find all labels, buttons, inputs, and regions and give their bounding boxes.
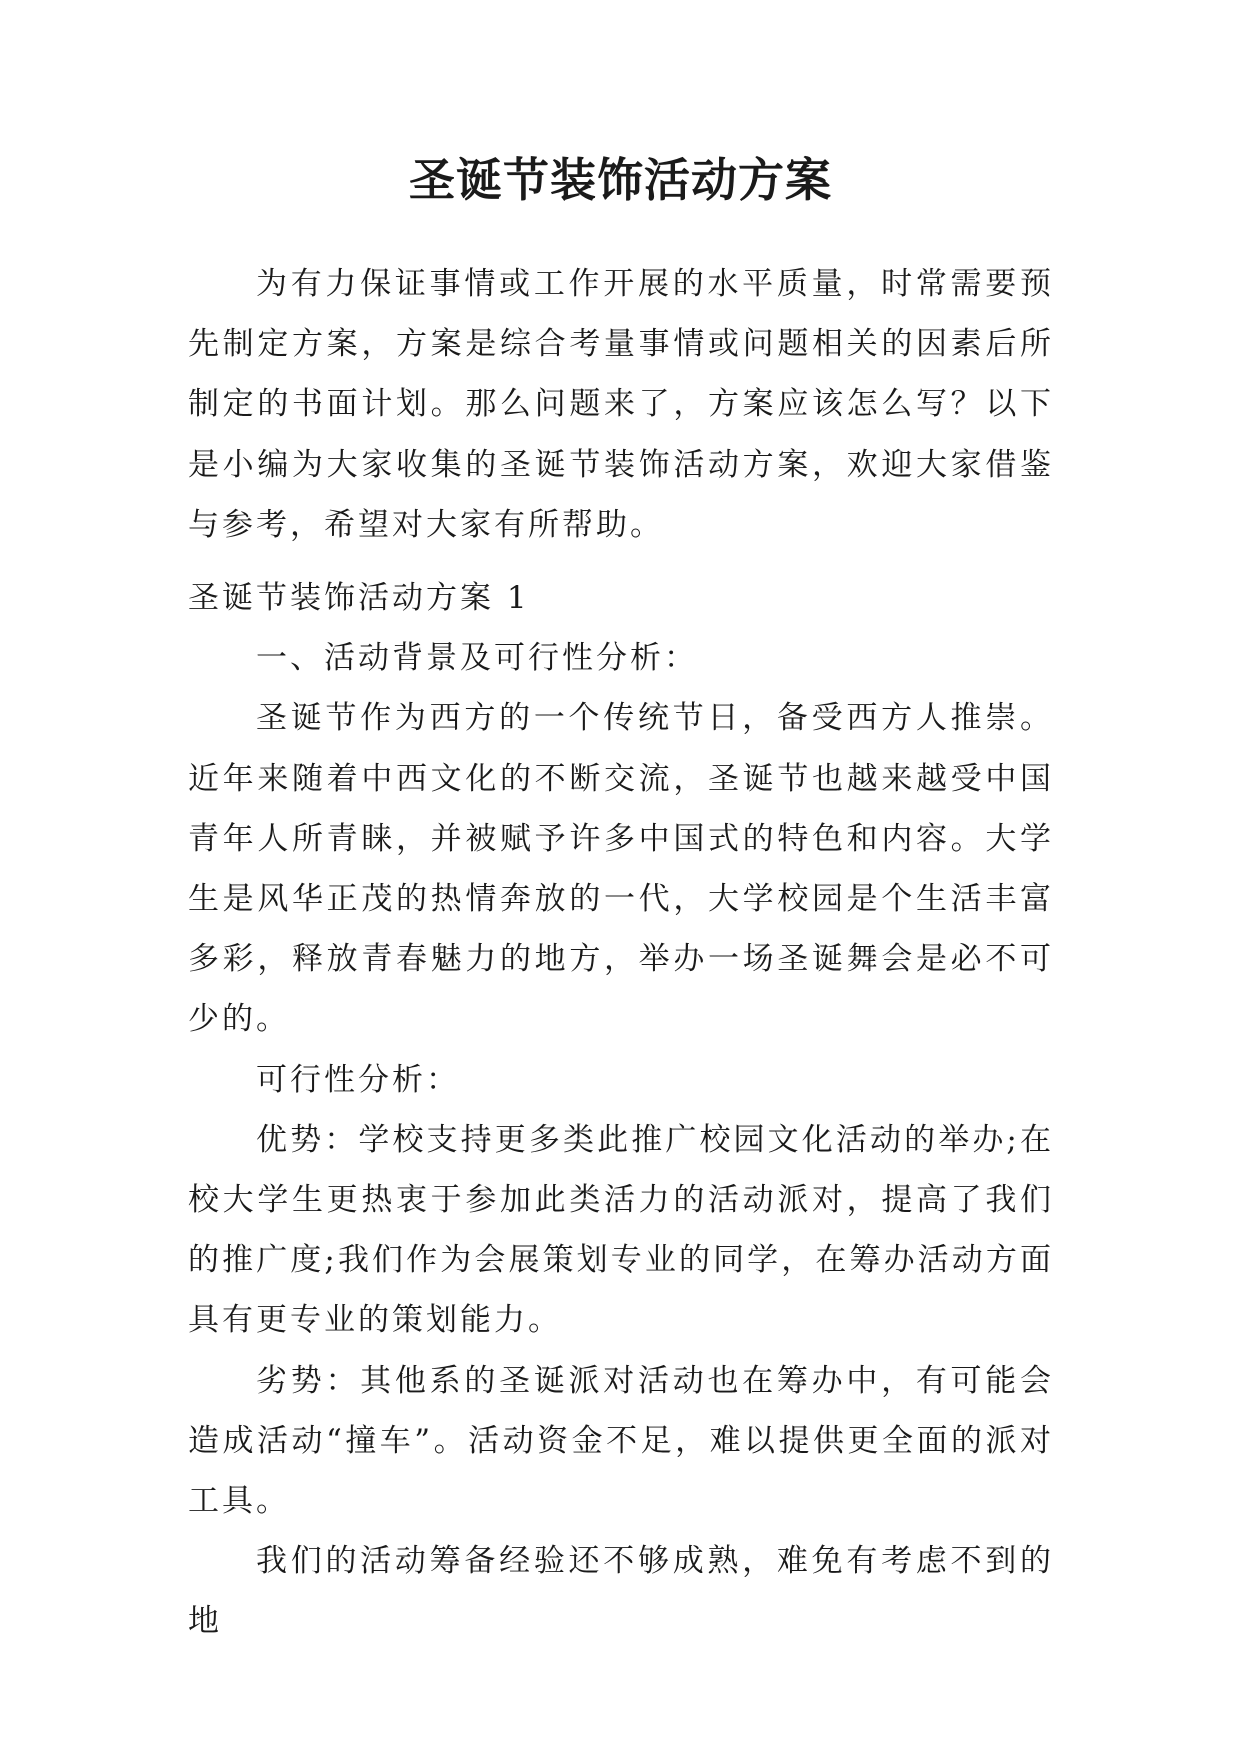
paragraph-background: 圣诞节作为西方的一个传统节日，备受西方人推崇。近年来随着中西文化的不断交流，圣诞节也越来越受中国青年人所青睐，并被赋予许多中国式的特色和内容。大学生是风华正茂的热情奔放的一代，大学校园是个生活丰富多彩，释放青春魅力的地方，举办一场圣诞舞会是必不可少的。: [188, 700, 1054, 1038]
paragraph-experience: 我们的活动筹备经验还不够成熟，难免有考虑不到的地: [188, 1543, 1054, 1640]
section-block: [188, 568, 1054, 1652]
paragraph-weaknesses: 劣势：其他系的圣诞派对活动也在筹办中，有可能会造成活动“撞车”。活动资金不足，难以提供更全面的派对工具。: [188, 1362, 1054, 1520]
heading-feasibility: 可行性分析：: [256, 1061, 460, 1098]
paragraph-strengths: 优势：学校支持更多类此推广校园文化活动的举办;在校大学生更热衷于参加此类活力的活动派对，提高了我们的推广度;我们作为会展策划专业的同学，在筹办活动方面具有更专业的策划能力。: [188, 1121, 1054, 1339]
intro-paragraph: 为有力保证事情或工作开展的水平质量，时常需要预先制定方案，方案是综合考量事情或问题相关的因素后所制定的书面计划。那么问题来了，方案应该怎么写？以下是小编为大家收集的圣诞节装饰活动方案，欢迎大家借鉴与参考，希望对大家有所帮助。: [188, 266, 1054, 543]
section-title: 圣诞节装饰活动方案 1: [188, 580, 530, 616]
document-title: 圣诞节装饰活动方案: [409, 153, 832, 207]
intro-block: [188, 254, 1054, 555]
heading-background: 一、活动背景及可行性分析：: [256, 640, 698, 677]
